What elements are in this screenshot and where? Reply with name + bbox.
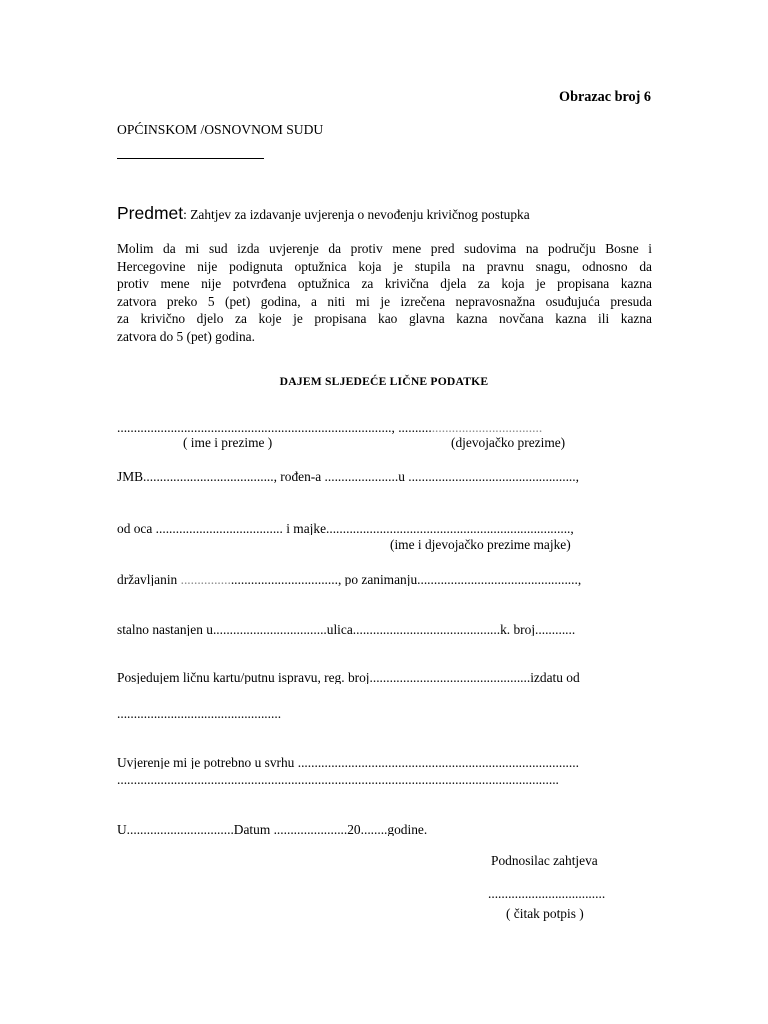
maiden-name-dots: ................................. [431,421,543,435]
jmb-birth-field[interactable]: JMB......................................., rođen-a ......................u .................................................., [117,470,579,484]
request-line: protiv mene nije potvrđena optužnica za krivična djela za koja je propisana kazna [117,276,652,292]
court-name-blank-line [117,158,264,159]
maiden-name-hint: (djevojačko prezime) [451,435,566,450]
court-addressee: OPĆINSKOM /OSNOVNOM SUDU [117,122,324,137]
name-dots: .................................................................................., .......... [117,421,432,435]
request-line: Molim da mi sud izda uvjerenje da protiv mene pred sudovima na području Bosne i [117,241,652,256]
purpose-field[interactable]: Uvjerenje mi je potrebno u svrhu .................................................................................... [117,756,579,770]
id-issued-by-field[interactable]: ................................................. [117,707,282,721]
request-line: zatvora do 5 (pet) godina. [117,328,255,344]
place-date-field[interactable]: U................................Datum ......................20........godine. [117,823,428,837]
citizenship-occupation-field[interactable] [117,573,652,586]
mother-name-hint: (ime i djevojačko prezime majke) [390,537,571,552]
subject-label: Predmet [117,203,184,223]
request-paragraph [117,240,652,346]
name-field[interactable] [117,421,652,434]
residence-field[interactable]: stalno nastanjen u..................................ulica............................................k. broj............ [117,623,576,637]
citizenship-dots: ............... [180,573,231,587]
subject-text: : Zahtjev za izdavanje uvjerenja o nevođenju krivičnog postupka [183,207,530,222]
form-number: Obrazac broj 6 [559,89,651,105]
request-line: za krivično djelo za koje je propisana kao glavna kazna novčana kazna ili kazna [117,311,652,327]
parents-field[interactable]: od oca ...................................... i majke........................................................................., [117,522,574,536]
signature-line[interactable]: ................................... [488,886,606,901]
section-heading: DAJEM SLJEDEĆE LIČNE PODATKE [279,375,489,388]
purpose-continuation-field[interactable]: .................................................................................................................................... [117,773,559,787]
request-line: zatvora preko 5 (pet) godina, a niti mi je izrečena nepravosnažna osuđujuća presuda [117,293,652,309]
occupation-dots: ................................, po zanimanju................................................, [230,573,582,587]
signature-hint: ( čitak potpis ) [506,906,584,921]
name-hint: ( ime i prezime ) [183,435,273,450]
request-line: Hercegovine nije podignuta optužnica koja je stupila na pravnu snagu, odnosno da [117,258,652,274]
applicant-label: Podnosilac zahtjeva [491,853,598,868]
subject-line [117,205,530,223]
citizenship-label: državljanin [117,573,181,587]
id-card-field[interactable]: Posjedujem ličnu kartu/putnu ispravu, reg. broj................................................izdatu od [117,671,580,685]
